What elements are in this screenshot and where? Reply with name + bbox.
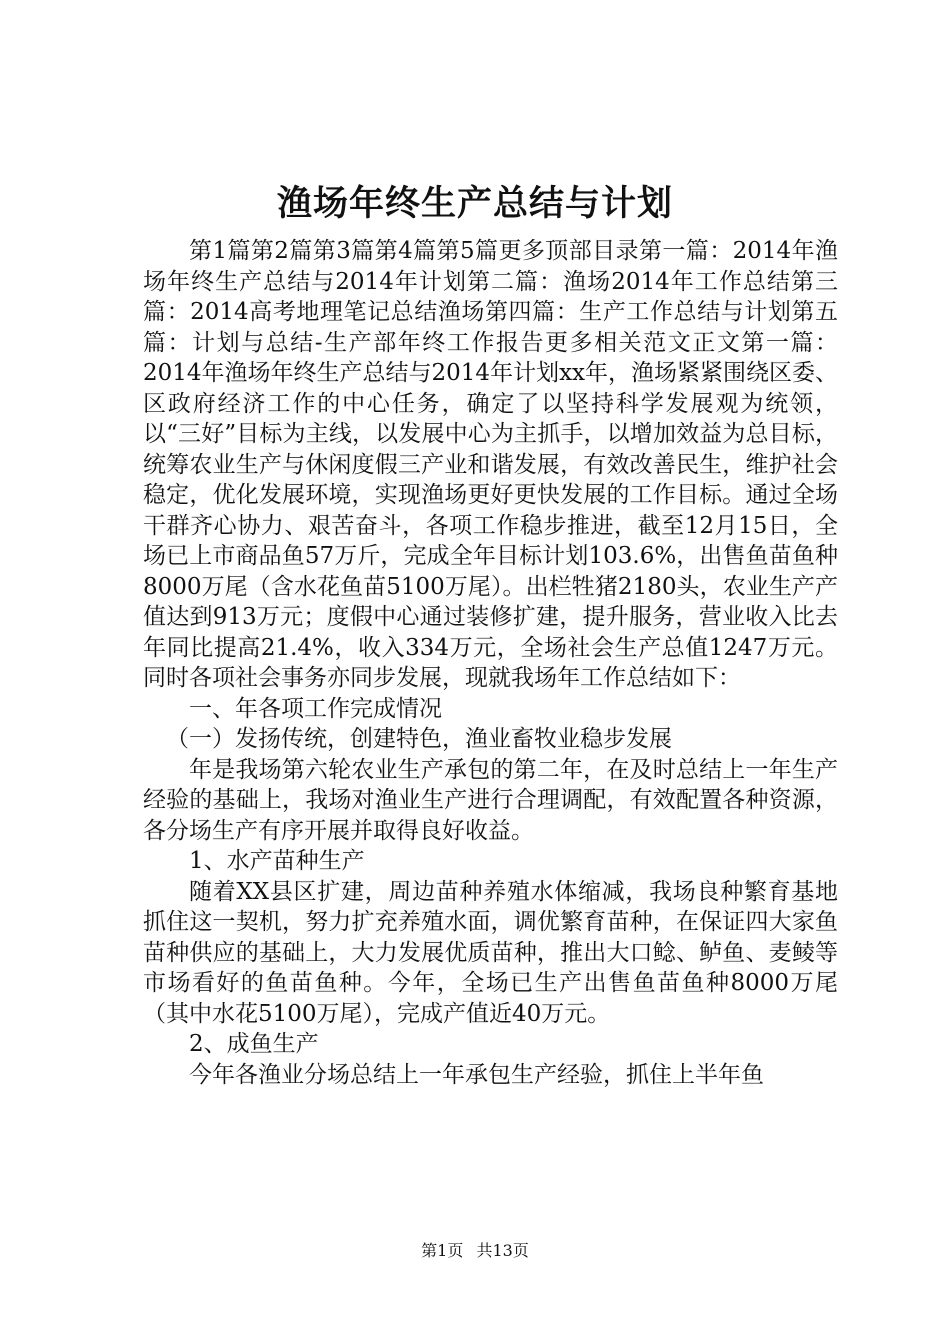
document-body [143, 236, 838, 1090]
page-number: 第1页 [421, 1241, 464, 1260]
section-heading: 一、年各项工作完成情况 [189, 695, 442, 722]
subsection-heading: （一）发扬传统，创建特色，渔业畜牧业稳步发展 [166, 726, 672, 752]
page-total: 共13页 [476, 1241, 529, 1260]
body-paragraph: 年是我场第六轮农业生产承包的第二年，在及时总结上一年生产经验的基础上，我场对渔业生产进行合理调配，有效配置各种资源，各分场生产有序开展并取得良好收益。 [143, 756, 838, 844]
document-title: 渔场年终生产总结与计划 [276, 183, 673, 224]
body-paragraph: 随着XX县区扩建，周边苗种养殖水体缩减，我场良种繁育基地抓住这一契机，努力扩充养殖水面，调优繁育苗种，在保证四大家鱼苗种供应的基础上，大力发展优质苗种，推出大口鲶、鲈鱼、麦鲮等市场看好的鱼苗鱼种。今年，全场已生产出售鱼苗鱼种8000万尾（其中水花5100万尾），完成产值近40万元。 [143, 878, 838, 1027]
item-heading: 1、水产苗种生产 [189, 848, 365, 874]
body-paragraph: 今年各渔业分场总结上一年承包生产经验，抓住上半年鱼 [189, 1061, 764, 1088]
page-footer [0, 1240, 950, 1262]
item-heading: 2、成鱼生产 [189, 1031, 319, 1057]
intro-paragraph: 第1篇第2篇第3篇第4篇第5篇更多顶部目录第一篇：2014年渔场年终生产总结与2014年计划第二篇：渔场2014年工作总结第三篇：2014高考地理笔记总结渔场第四篇：生产工作总结与计划第五篇：计划与总结-生产部年终工作报告更多相关范文正文第一篇：2014年渔场年终生产总结与2014年计划xx年，渔场紧紧围绕区委、区政府经济工作的中心任务，确定了以坚持科学发展观为统领，以“三好”目标为主线，以发展中心为主抓手，以增加效益为总目标，统筹农业生产与休闲度假三产业和谐发展，有效改善民生，维护社会稳定，优化发展环境，实现渔场更好更快发展的工作目标。通过全场干群齐心协力、艰苦奋斗，各项工作稳步推进，截至12月15日，全场已上市商品鱼57万斤，完成全年目标计划103.6%，出售鱼苗鱼种8000万尾（含水花鱼苗5100万尾）。出栏牲猪2180头，农业生产产值达到913万元；度假中心通过装修扩建，提升服务，营业收入比去年同比提高21.4%，收入334万元，全场社会生产总值1247万元。同时各项社会事务亦同步发展，现就我场年工作总结如下： [143, 238, 839, 691]
